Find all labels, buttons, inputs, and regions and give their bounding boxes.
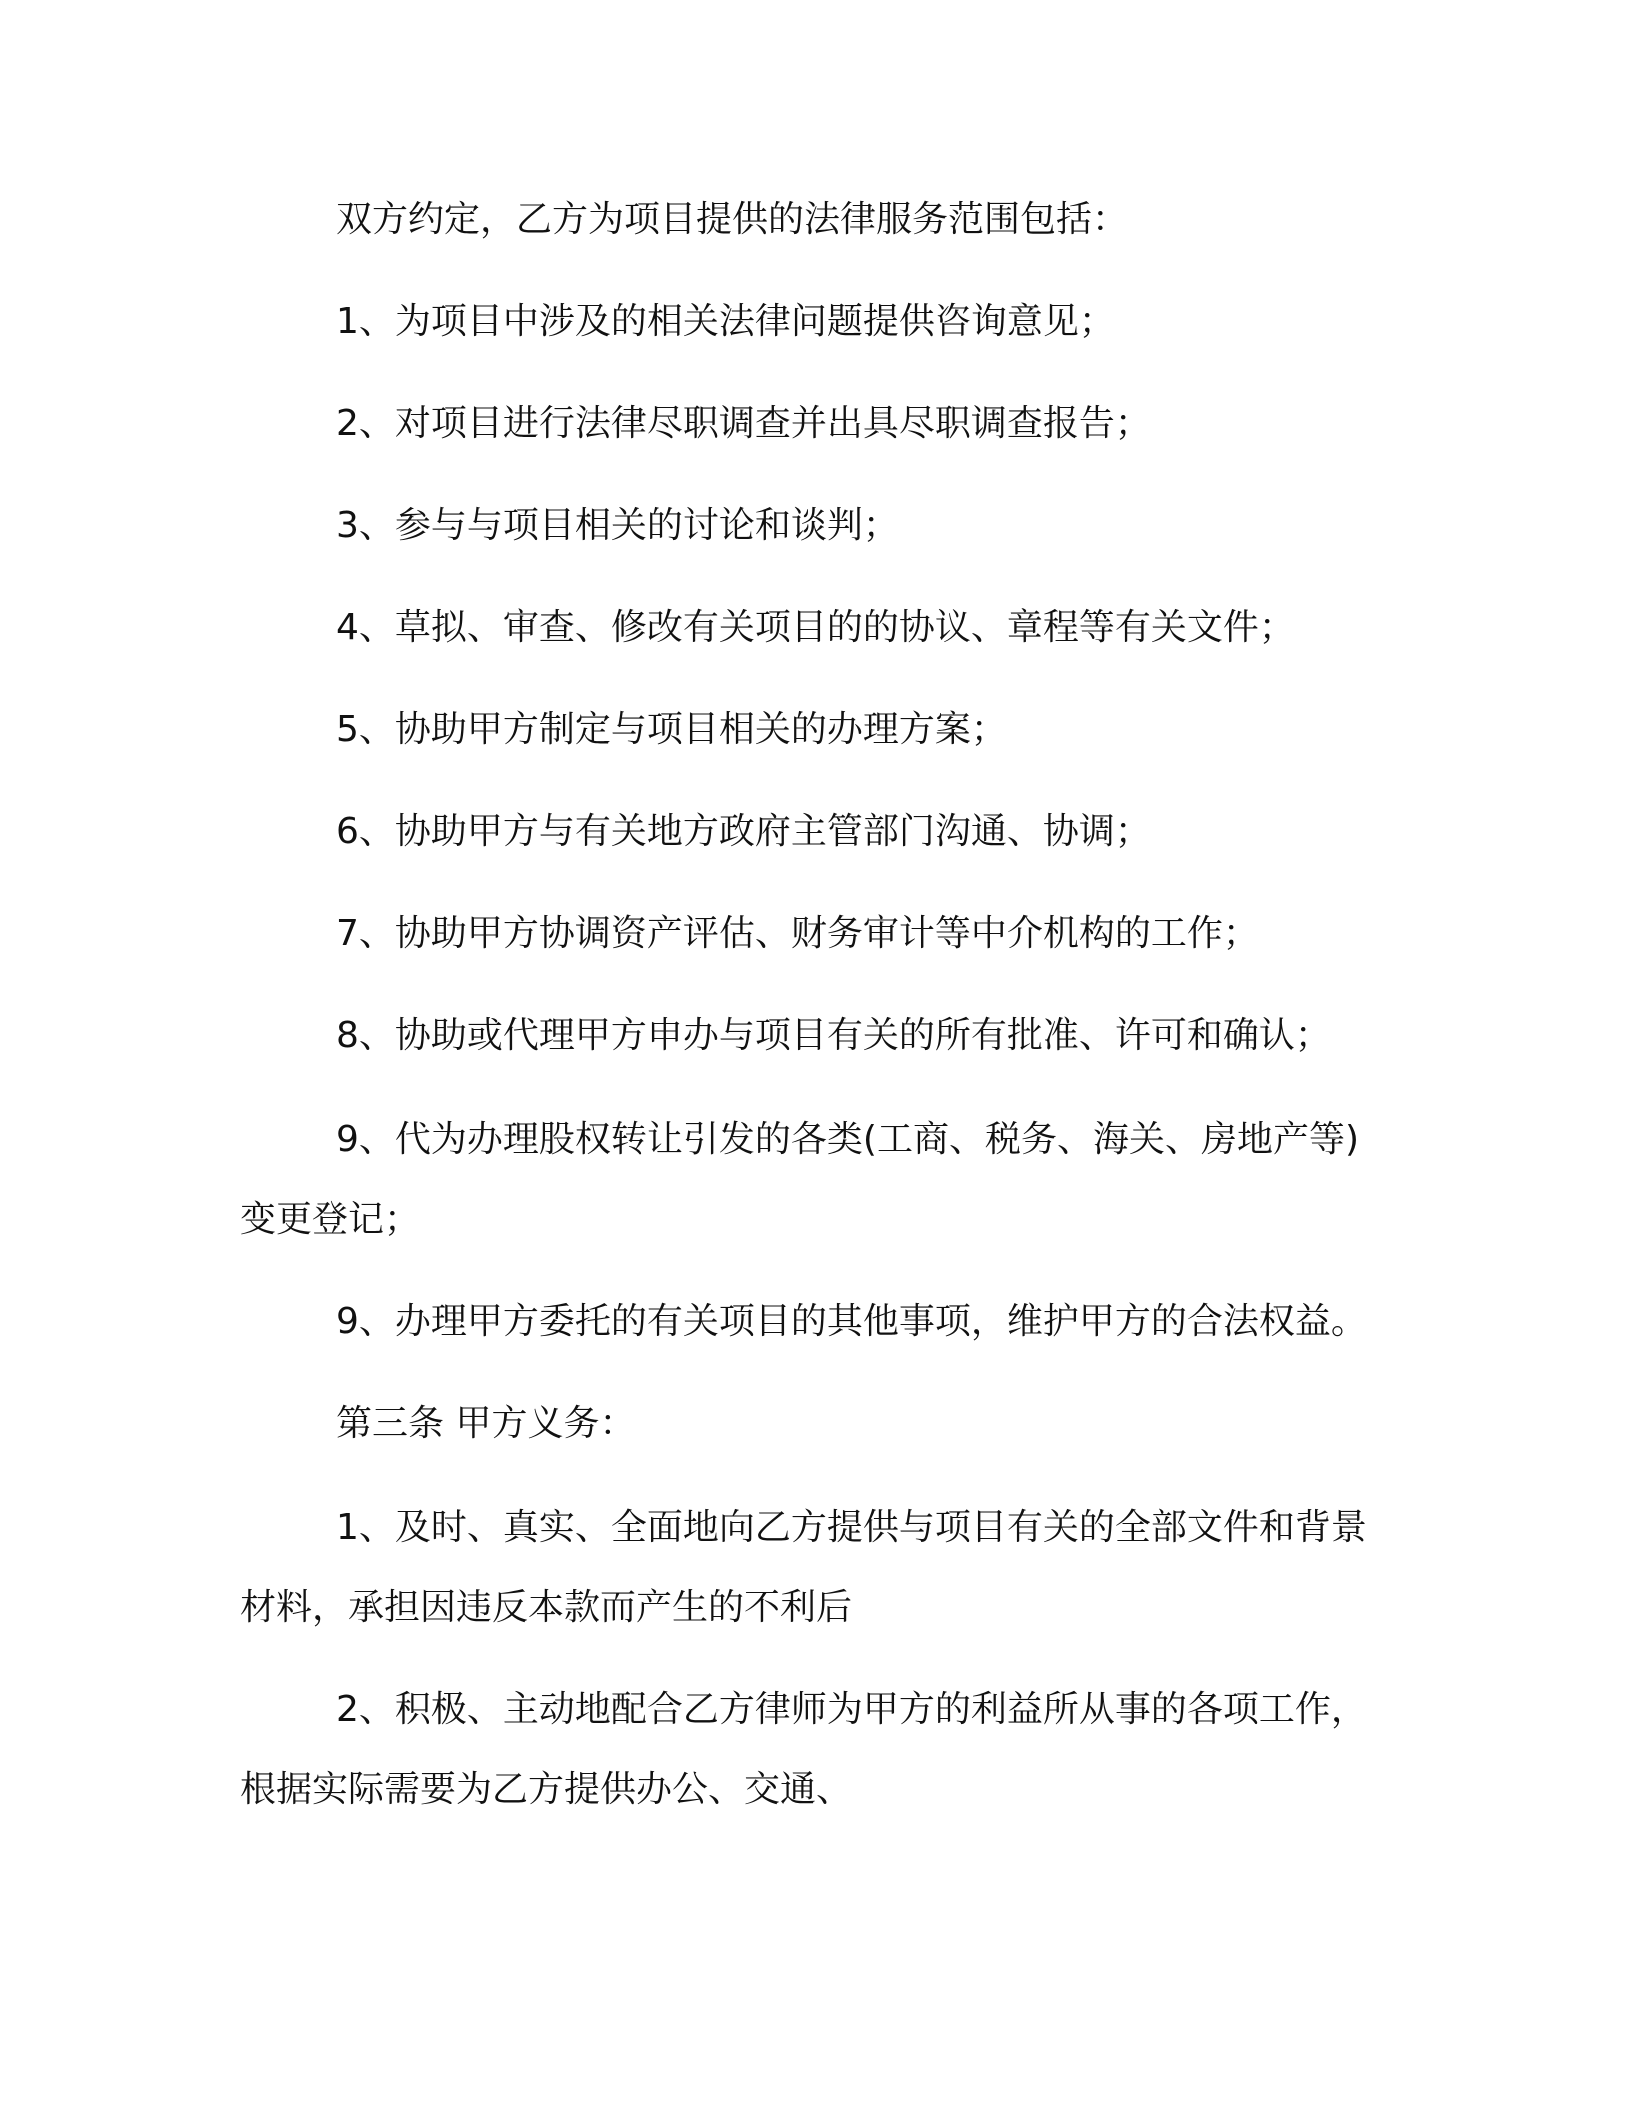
paragraph-item-5: 5、协助甲方制定与项目相关的办理方案； [336,709,1007,750]
paragraph-item-2: 2、对项目进行法律尽职调查并出具尽职调查报告； [336,403,1151,444]
paragraph-item-3: 3、参与与项目相关的讨论和谈判； [336,505,899,546]
paragraph-item-8: 8、协助或代理甲方申办与项目有关的所有批准、许可和确认； [336,1015,1331,1056]
paragraph-item-6: 6、协助甲方与有关地方政府主管部门沟通、协调； [336,811,1151,852]
paragraph-item-7: 7、协助甲方协调资产评估、财务审计等中介机构的工作； [336,913,1259,954]
paragraph-item-4: 4、草拟、审查、修改有关项目的的协议、章程等有关文件； [336,607,1295,648]
paragraph-item-9b: 9、办理甲方委托的有关项目的其他事项，维护甲方的合法权益。 [336,1301,1367,1342]
party-a-duty-1: 1、及时、真实、全面地向乙方提供与项目有关的全部文件和背景材料，承担因违反本款而产生的不利后 [240,1507,1367,1628]
article-3-heading: 第三条 甲方义务： [336,1403,636,1444]
paragraph-intro: 双方约定，乙方为项目提供的法律服务范围包括： [336,199,1129,240]
party-a-duty-2: 2、积极、主动地配合乙方律师为甲方的利益所从事的各项工作，根据实际需要为乙方提供办公、交通、 [240,1689,1367,1810]
paragraph-item-9a: 9、代为办理股权转让引发的各类(工商、税务、海关、房地产等)变更登记； [240,1119,1359,1240]
paragraph-item-1: 1、为项目中涉及的相关法律问题提供咨询意见； [336,301,1115,342]
